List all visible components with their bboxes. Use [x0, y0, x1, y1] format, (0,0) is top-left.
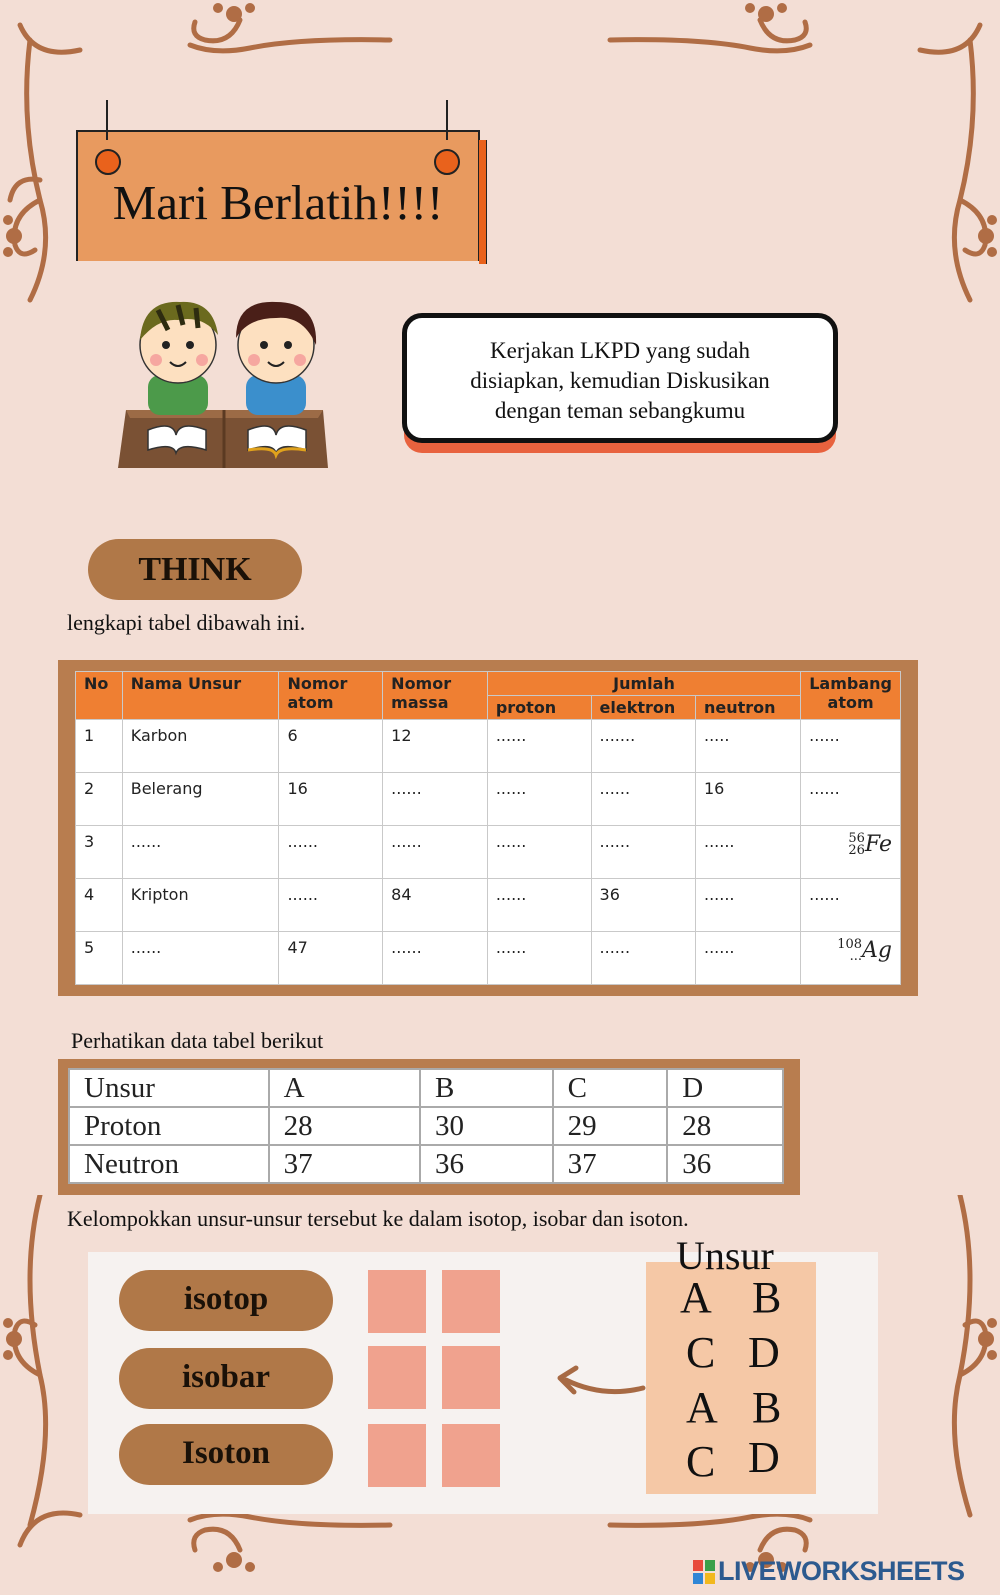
think-badge: THINK: [88, 539, 302, 600]
cell: 28: [269, 1107, 420, 1145]
cell: B: [420, 1069, 553, 1107]
atomic-number: ...: [849, 949, 863, 964]
instruction-line: dengan teman sebangkumu: [494, 398, 746, 423]
table-row: [76, 879, 901, 932]
element-table-frame: [58, 660, 918, 996]
data-table-instruction: Perhatikan data tabel berikut: [71, 1028, 324, 1053]
header-elektron: elektron: [591, 696, 695, 720]
cell-no: 2: [76, 773, 123, 826]
cell-atom: ......: [279, 879, 383, 932]
drop-slot-isobar-1[interactable]: [368, 1346, 426, 1409]
cell-neutron: ......: [695, 879, 800, 932]
cell-massa: 84: [383, 879, 488, 932]
cell-nama: ......: [122, 826, 279, 879]
draggable-unsur[interactable]: D: [748, 1328, 780, 1377]
drop-slot-isotop-2[interactable]: [442, 1270, 500, 1333]
cell-massa: 12: [383, 720, 488, 773]
unsur-source-card: [646, 1262, 816, 1494]
cell-atom: 16: [279, 773, 383, 826]
unsur-title: Unsur: [676, 1233, 774, 1278]
header-lambang-atom: [801, 672, 901, 720]
data-table: [68, 1068, 784, 1184]
header-no: No: [76, 672, 123, 720]
table-row: [69, 1107, 783, 1145]
table-row: [76, 826, 901, 879]
cell-neutron: ......: [695, 932, 800, 985]
table-row: [76, 773, 901, 826]
cell-nama: Kripton: [122, 879, 279, 932]
header-nomor-massa: [383, 672, 488, 720]
cell-lambang-ag: [801, 932, 901, 985]
logo-icon: [693, 1560, 715, 1584]
cell: 28: [667, 1107, 783, 1145]
element-symbol: Ag: [862, 938, 892, 963]
cell-massa: ......: [383, 826, 488, 879]
mass-number: 108: [837, 937, 863, 952]
title-sign: [76, 130, 480, 261]
cell: 36: [420, 1145, 553, 1183]
pin-icon: [434, 149, 460, 175]
cell-elektron: 36: [591, 879, 695, 932]
header-text: Nomor: [287, 674, 348, 693]
sign-string: [106, 100, 108, 140]
header-text: Lambang: [809, 674, 892, 693]
draggable-unsur[interactable]: C: [686, 1328, 716, 1377]
cell-no: 4: [76, 879, 123, 932]
header-jumlah: Jumlah: [487, 672, 800, 696]
atomic-number: 26: [848, 843, 865, 858]
instruction-line: disiapkan, kemudian Diskusikan: [470, 368, 770, 393]
cell-neutron: .....: [695, 720, 800, 773]
cell-proton: ......: [487, 826, 591, 879]
pin-icon: [95, 149, 121, 175]
draggable-unsur[interactable]: B: [752, 1273, 782, 1322]
group-label-isobar: isobar: [119, 1348, 333, 1409]
cell-elektron: ......: [591, 773, 695, 826]
cell: 36: [667, 1145, 783, 1183]
table-row: [76, 932, 901, 985]
page-title: Mari Berlatih!!!!: [112, 175, 444, 230]
cell: C: [553, 1069, 668, 1107]
cell: Unsur: [69, 1069, 269, 1107]
drop-slot-isoton-2[interactable]: [442, 1424, 500, 1487]
cell-lambang: ......: [801, 720, 901, 773]
cell-neutron: 16: [695, 773, 800, 826]
table-instruction: lengkapi tabel dibawah ini.: [67, 610, 306, 635]
cell-elektron: .......: [591, 720, 695, 773]
cell-no: 5: [76, 932, 123, 985]
cell-atom: ......: [279, 826, 383, 879]
element-symbol: Fe: [864, 832, 892, 857]
draggable-unsur[interactable]: A: [686, 1383, 718, 1432]
cell-no: 1: [76, 720, 123, 773]
cell-massa: ......: [383, 932, 488, 985]
cell-massa: ......: [383, 773, 488, 826]
cell: Neutron: [69, 1145, 269, 1183]
students-reading-illustration: [118, 290, 338, 480]
cell-proton: ......: [487, 879, 591, 932]
cell: 37: [553, 1145, 668, 1183]
draggable-unsur[interactable]: D: [748, 1433, 780, 1482]
cell-proton: ......: [487, 720, 591, 773]
cell-lambang: ......: [801, 879, 901, 932]
cell: D: [667, 1069, 783, 1107]
header-text: Nomor: [391, 674, 452, 693]
cell: Proton: [69, 1107, 269, 1145]
group-label-isotop: isotop: [119, 1270, 333, 1331]
cell-elektron: ......: [591, 932, 695, 985]
drop-slot-isoton-1[interactable]: [368, 1424, 426, 1487]
cell-elektron: ......: [591, 826, 695, 879]
element-table: [75, 671, 901, 985]
header-neutron: neutron: [695, 696, 800, 720]
header-nama-unsur: Nama Unsur: [122, 672, 279, 720]
cell-nama: Belerang: [122, 773, 279, 826]
table-row: [69, 1069, 783, 1107]
drop-slot-isotop-1[interactable]: [368, 1270, 426, 1333]
cell: 30: [420, 1107, 553, 1145]
cell-lambang-fe: [801, 826, 901, 879]
instruction-text: [427, 336, 813, 426]
table-row: [76, 720, 901, 773]
cell-atom: 6: [279, 720, 383, 773]
grouping-instruction: Kelompokkan unsur-unsur tersebut ke dalam isotop, isobar dan isoton.: [67, 1206, 689, 1231]
header-proton: proton: [487, 696, 591, 720]
table-row: [69, 1145, 783, 1183]
cell: 29: [553, 1107, 668, 1145]
ornament-top-right: [600, 0, 1000, 320]
cell-neutron: ......: [695, 826, 800, 879]
drop-slot-isobar-2[interactable]: [442, 1346, 500, 1409]
header-text: massa: [391, 693, 449, 712]
cell-atom: 47: [279, 932, 383, 985]
cell-proton: ......: [487, 932, 591, 985]
instruction-line: Kerjakan LKPD yang sudah: [490, 338, 750, 363]
cell-nama: Karbon: [122, 720, 279, 773]
liveworksheets-logo[interactable]: [693, 1556, 965, 1587]
header-text: atom: [287, 693, 334, 712]
group-label-isoton: Isoton: [119, 1424, 333, 1485]
mass-number: 56: [848, 831, 865, 846]
cell-no: 3: [76, 826, 123, 879]
draggable-unsur[interactable]: A: [680, 1273, 712, 1322]
data-table-frame: [58, 1059, 800, 1195]
arrow-left-icon: [548, 1360, 648, 1410]
cell-nama: ......: [122, 932, 279, 985]
cell: A: [269, 1069, 420, 1107]
cell-lambang: ......: [801, 773, 901, 826]
brand-text: LIVEWORKSHEETS: [718, 1556, 965, 1586]
header-nomor-atom: [279, 672, 383, 720]
instruction-box: [402, 313, 838, 443]
draggable-unsur[interactable]: B: [752, 1383, 782, 1432]
cell: 37: [269, 1145, 420, 1183]
header-text: atom: [827, 693, 874, 712]
sign-string: [446, 100, 448, 140]
cell-proton: ......: [487, 773, 591, 826]
draggable-unsur[interactable]: C: [686, 1437, 716, 1486]
